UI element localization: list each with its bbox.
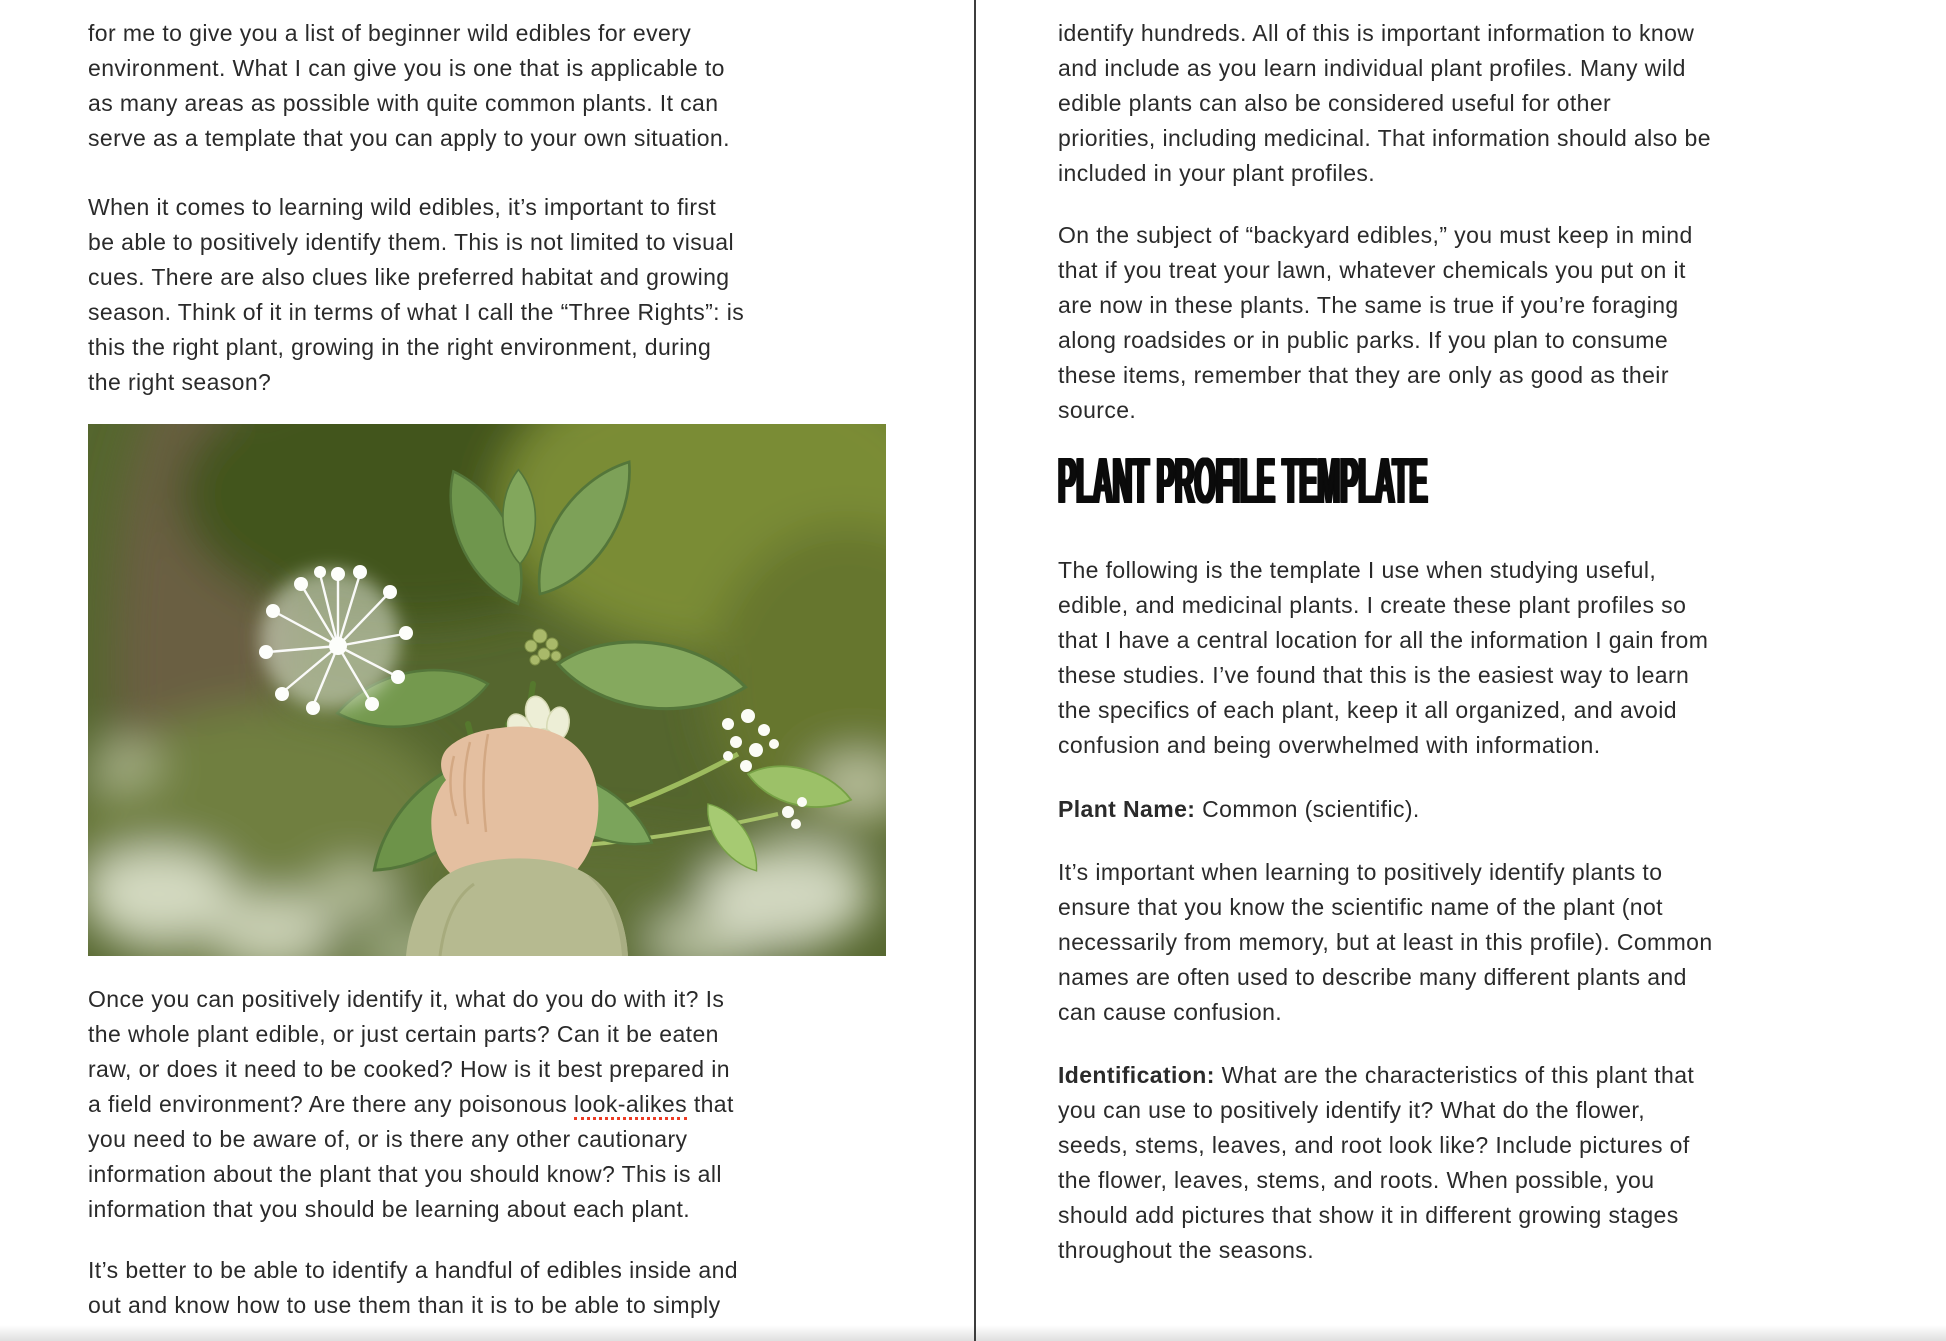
paragraph-right-3: [1058, 553, 1708, 763]
text-line: the whole plant edible, or just certain parts? Can it be eaten: [88, 1021, 719, 1047]
text-line: the specifics of each plant, keep it all organized, and avoid: [1058, 697, 1677, 723]
text-line: identify hundreds. All of this is important information to know: [1058, 20, 1695, 46]
page-divider: [974, 0, 976, 1341]
text-line: out and know how to use them than it is to be able to simply: [88, 1292, 721, 1318]
text-line: Identification: What are the characteristics of this plant that: [1058, 1062, 1695, 1088]
text-line: The following is the template I use when studying useful,: [1058, 557, 1657, 583]
page-bottom-shadow: [0, 1325, 1946, 1341]
wild-edibles-photo: [88, 424, 886, 956]
text-line: necessarily from memory, but at least in this profile). Common: [1058, 929, 1713, 955]
text-line: are now in these plants. The same is true if you’re foraging: [1058, 292, 1679, 318]
paragraph-left-1: [88, 16, 730, 156]
text-line: information about the plant that you should know? This is all: [88, 1161, 722, 1187]
text-line: along roadsides or in public parks. If you plan to consume: [1058, 327, 1669, 353]
text-line: Plant Name: Common (scientific).: [1058, 796, 1420, 822]
text-line: be able to positively identify them. This is not limited to visual: [88, 229, 734, 255]
text-line: names are often used to describe many different plants and: [1058, 964, 1687, 990]
text-line: as many areas as possible with quite common plants. It can: [88, 90, 719, 116]
paragraph-right-2: [1058, 218, 1693, 428]
text-line: the flower, leaves, stems, and roots. When possible, you: [1058, 1167, 1655, 1193]
text-line: ensure that you know the scientific name of the plant (not: [1058, 894, 1663, 920]
section-heading-plant-profile-template: PLANT PROFILE TEMPLATE: [1058, 444, 1428, 517]
bouquet-photo-illustration: [88, 424, 886, 956]
text-line: throughout the seasons.: [1058, 1237, 1314, 1263]
text-line: you can use to positively identify it? What do the flower,: [1058, 1097, 1646, 1123]
text-line: seeds, stems, leaves, and root look like? Include pictures of: [1058, 1132, 1690, 1158]
paragraph-left-3: [88, 982, 734, 1227]
text-line: included in your plant profiles.: [1058, 160, 1376, 186]
paragraph-plant-name: [1058, 792, 1420, 827]
text-line: It’s important when learning to positively identify plants to: [1058, 859, 1663, 885]
text-line: edible, and medicinal plants. I create these plant profiles so: [1058, 592, 1687, 618]
text-line: these items, remember that they are only as good as their: [1058, 362, 1669, 388]
text-line: source.: [1058, 397, 1137, 423]
text-line: priorities, including medicinal. That information should also be: [1058, 125, 1711, 151]
text-line: for me to give you a list of beginner wild edibles for every: [88, 20, 692, 46]
text-line: can cause confusion.: [1058, 999, 1283, 1025]
paragraph-left-4: [88, 1253, 738, 1323]
text-line: the right season?: [88, 369, 272, 395]
text-line: Once you can positively identify it, what do you do with it? Is: [88, 986, 725, 1012]
text-line: season. Think of it in terms of what I call the “Three Rights”: is: [88, 299, 745, 325]
text-line: When it comes to learning wild edibles, it’s important to first: [88, 194, 717, 220]
text-line: environment. What I can give you is one that is applicable to: [88, 55, 725, 81]
text-line: edible plants can also be considered useful for other: [1058, 90, 1612, 116]
text-line: confusion and being overwhelmed with information.: [1058, 732, 1601, 758]
text-line: serve as a template that you can apply to your own situation.: [88, 125, 730, 151]
text-line: a field environment? Are there any poisonous look-alikes that: [88, 1087, 734, 1122]
paragraph-identification: [1058, 1058, 1694, 1268]
text-line: It’s better to be able to identify a handful of edibles inside and: [88, 1257, 738, 1283]
text-line: cues. There are also clues like preferred habitat and growing: [88, 264, 730, 290]
paragraph-right-5: [1058, 855, 1713, 1030]
paragraph-right-1: [1058, 16, 1711, 191]
text-line: this the right plant, growing in the right environment, during: [88, 334, 712, 360]
text-line: that if you treat your lawn, whatever chemicals you put on it: [1058, 257, 1686, 283]
text-line: you need to be aware of, or is there any other cautionary: [88, 1126, 688, 1152]
paragraph-left-2: [88, 190, 744, 400]
text-line: and include as you learn individual plant profiles. Many wild: [1058, 55, 1686, 81]
text-line: On the subject of “backyard edibles,” you must keep in mind: [1058, 222, 1693, 248]
text-line: that I have a central location for all the information I gain from: [1058, 627, 1709, 653]
text-line: raw, or does it need to be cooked? How is it best prepared in: [88, 1056, 730, 1082]
text-line: these studies. I’ve found that this is the easiest way to learn: [1058, 662, 1690, 688]
text-line: information that you should be learning about each plant.: [88, 1196, 691, 1222]
text-line: should add pictures that show it in different growing stages: [1058, 1202, 1679, 1228]
